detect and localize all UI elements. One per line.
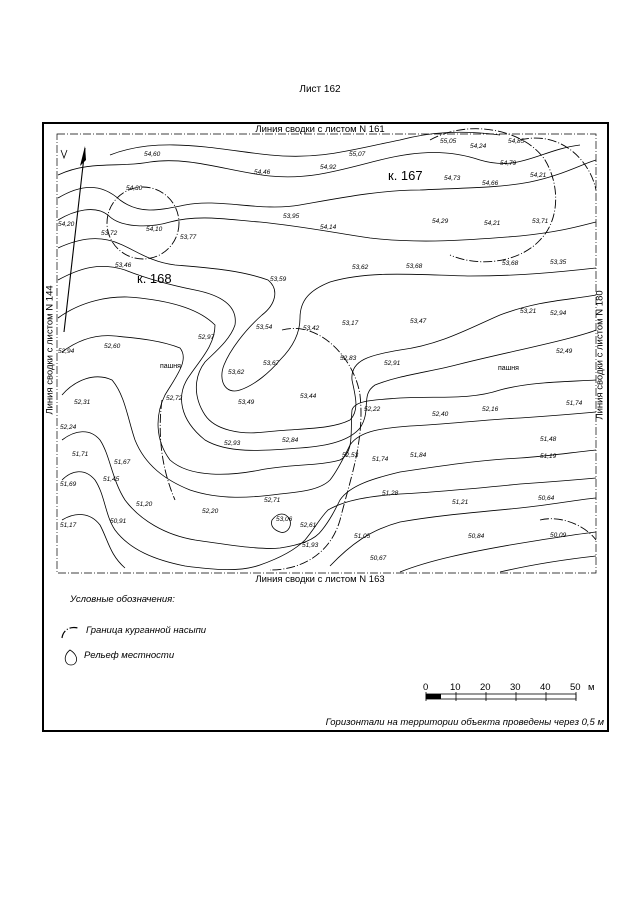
elevation-label: 53,72 <box>101 230 118 237</box>
elevation-label: 52,72 <box>166 395 183 402</box>
elevation-label: 52,24 <box>60 424 77 431</box>
edge-label-top: Линия сводки с листом N 161 <box>255 124 385 135</box>
elevation-label: 51,20 <box>136 501 153 508</box>
legend-item <box>86 625 206 636</box>
elevation-label: 52,94 <box>550 310 567 317</box>
elevation-label: 53,62 <box>228 369 245 376</box>
elevation-label: 54,21 <box>484 220 501 227</box>
elevation-label: 50,09 <box>550 532 567 539</box>
scale-tick: 20 <box>480 682 491 693</box>
elevation-label: 52,83 <box>340 355 357 362</box>
elevation-label: 53,67 <box>263 360 280 367</box>
elevation-label: 53,77 <box>180 234 197 241</box>
elevation-label: 54,85 <box>508 138 525 145</box>
elevation-label: 55,07 <box>349 151 366 158</box>
elevation-label: 54,10 <box>146 226 163 233</box>
elevation-label: 54,60 <box>144 151 161 158</box>
elevation-label: 51,05 <box>354 533 371 540</box>
elevation-label: 54,21 <box>530 172 547 179</box>
edge-label-right: Линия сводки с листом N 180 <box>594 290 606 420</box>
elevation-label: 51,93 <box>302 542 319 549</box>
legend-title: Условные обозначения: <box>70 594 175 605</box>
elevation-label: 52,71 <box>264 497 281 504</box>
legend-item-label: Рельеф местности <box>84 650 175 661</box>
elevation-label: 53,62 <box>352 264 369 271</box>
elevation-label: 52,94 <box>58 348 75 355</box>
elevation-label: 51,21 <box>452 499 469 506</box>
sheet-title: Лист 162 <box>299 84 341 95</box>
elevation-label: 54,79 <box>500 160 517 167</box>
elevation-label: 52,60 <box>104 343 121 350</box>
elevation-label: 52,61 <box>300 522 317 529</box>
elevation-label: 52,22 <box>364 406 381 413</box>
elevation-label: 50,91 <box>110 518 127 525</box>
elevation-label: 54,66 <box>482 180 499 187</box>
elevation-label: 55,05 <box>440 138 457 145</box>
elevation-label: 51,71 <box>72 451 89 458</box>
kurgan-boundary-icon <box>62 627 78 638</box>
elevation-label: 51,17 <box>60 522 77 529</box>
elevation-label: 53,44 <box>300 393 317 400</box>
scale-bar <box>423 682 595 701</box>
elevation-label: 53,59 <box>270 276 287 283</box>
field-label: пашня <box>498 365 519 372</box>
elevation-label: 54,92 <box>320 164 337 171</box>
elevation-label: 53,47 <box>410 318 427 325</box>
edge-label-bottom: Линия сводки с листом N 163 <box>255 574 385 585</box>
elevation-label: 52,16 <box>482 406 499 413</box>
elevation-label: 53,54 <box>256 324 273 331</box>
elevation-label: 51,19 <box>540 453 557 460</box>
elevation-label: 51,28 <box>382 490 399 497</box>
elevation-label: 51,84 <box>410 452 427 459</box>
elevation-label: 54,20 <box>58 221 75 228</box>
kurgan-label: к. 168 <box>137 271 172 286</box>
elevation-label: 53,46 <box>115 262 132 269</box>
elevation-label: 51,74 <box>372 456 389 463</box>
elevation-label: 51,74 <box>566 400 583 407</box>
elevation-label: 54,73 <box>444 175 461 182</box>
field-label: пашня <box>160 363 181 370</box>
elevation-label: 51,48 <box>540 436 557 443</box>
elevation-label: 52,93 <box>224 440 241 447</box>
elevation-label: 50,84 <box>468 533 485 540</box>
elevation-label: 52,49 <box>556 348 573 355</box>
elevation-label: 52,97 <box>198 334 215 341</box>
elevation-label: 53,68 <box>502 260 519 267</box>
edge-label-left: Линия сводки с листом N 144 <box>44 285 56 415</box>
elevation-label: 53,17 <box>342 320 359 327</box>
elevation-label: 54,24 <box>470 143 487 150</box>
elevation-label: 52,91 <box>384 360 401 367</box>
elevation-label: 51,67 <box>114 459 131 466</box>
elevation-label: 54,29 <box>432 218 449 225</box>
contour-interval-note: Горизонтали на территории объекта проведены через 0,5 м <box>325 717 604 728</box>
elevation-label: 52,84 <box>282 437 299 444</box>
relief-icon <box>65 650 76 665</box>
elevation-label: 54,14 <box>320 224 337 231</box>
elevation-label: 52,53 <box>342 452 359 459</box>
elevation-label: 54,46 <box>254 169 271 176</box>
legend-item <box>84 650 174 661</box>
elevation-label: 53,42 <box>303 325 320 332</box>
elevation-label: 54,30 <box>126 185 143 192</box>
elevation-label: 53,68 <box>406 263 423 270</box>
elevation-label: 53,49 <box>238 399 255 406</box>
elevation-label: 52,31 <box>74 399 91 406</box>
elevation-label: 53,06 <box>276 516 293 523</box>
scale-tick: 30 <box>510 682 521 693</box>
elevation-label: 53,71 <box>532 218 549 225</box>
north-arrow-icon <box>61 146 86 332</box>
legend-item-label: Граница курганной насыпи <box>86 625 207 636</box>
scale-unit: м <box>588 682 595 693</box>
scale-tick: 0 <box>423 682 429 693</box>
elevation-label: 53,21 <box>520 308 537 315</box>
scale-tick: 50 <box>570 682 581 693</box>
elevation-label: 53,35 <box>550 259 567 266</box>
elevation-label: 50,64 <box>538 495 555 502</box>
elevation-label: 52,20 <box>202 508 219 515</box>
kurgan-label: к. 167 <box>388 168 423 183</box>
scale-tick: 40 <box>540 682 551 693</box>
elevation-label: 50,67 <box>370 555 387 562</box>
elevation-label: 53,95 <box>283 213 300 220</box>
elevation-label: 51,69 <box>60 481 77 488</box>
elevation-label: 52,40 <box>432 411 449 418</box>
scale-tick: 10 <box>450 682 461 693</box>
elevation-label: 51,45 <box>103 476 120 483</box>
